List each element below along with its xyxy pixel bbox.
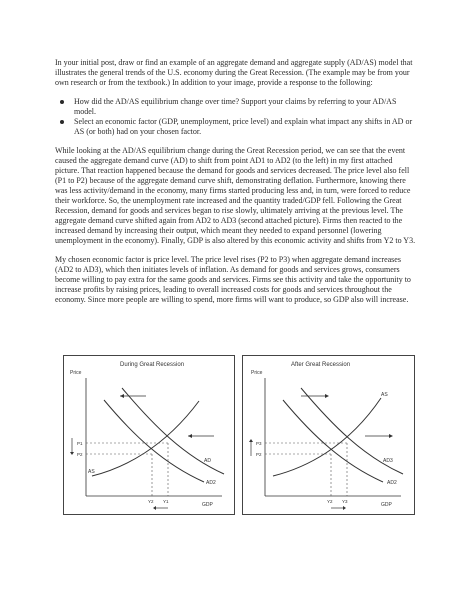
graph-title: After Great Recession bbox=[291, 362, 351, 368]
y1-label: Y1 bbox=[163, 499, 169, 504]
ad2-label: AD2 bbox=[387, 480, 397, 486]
arrow-head-icon bbox=[120, 394, 124, 398]
document-body bbox=[55, 58, 417, 314]
p3-label: P3 bbox=[256, 441, 262, 446]
ad3-label: AD3 bbox=[383, 458, 393, 464]
ad2-curve bbox=[104, 400, 204, 482]
x-axis-label: GDP bbox=[202, 502, 213, 508]
graph-svg bbox=[64, 356, 234, 514]
question-item bbox=[55, 97, 417, 117]
y2-label: Y2 bbox=[148, 499, 154, 504]
y2-label: Y2 bbox=[327, 499, 333, 504]
arrow-head-icon bbox=[343, 506, 346, 510]
y-axis-label: Price bbox=[70, 370, 82, 376]
arrow-head-icon bbox=[325, 394, 329, 398]
ad1-label: AD bbox=[204, 458, 211, 464]
arrow-head-icon bbox=[389, 434, 393, 438]
as-label: AS bbox=[88, 469, 95, 475]
arrow-head-icon bbox=[188, 434, 192, 438]
question-text: Select an economic factor (GDP, unemployment, price level) and explain what impact any shifts in AD or AS (or both) had on your chosen factor. bbox=[74, 117, 413, 136]
ad2-label: AD2 bbox=[206, 480, 216, 486]
intro-paragraph: In your initial post, draw or find an example of an aggregate demand and aggregate supply (AD/AS) model that illustrates the general trends of the U.S. economy during the Great Recession. (The example may be from your own research or from the textbook.) In addition to your image, provide a response to the following: bbox=[55, 58, 413, 87]
ad2-curve bbox=[283, 400, 383, 482]
p2-label: P2 bbox=[77, 452, 83, 457]
graph-svg bbox=[243, 356, 414, 514]
bullet-icon bbox=[60, 120, 64, 124]
p2-label: P2 bbox=[256, 452, 262, 457]
as-curve bbox=[273, 398, 381, 476]
question-text: How did the AD/AS equilibrium change over time? Support your claims by referring to your AD/AS model. bbox=[74, 97, 397, 116]
y3-label: Y3 bbox=[342, 499, 348, 504]
arrow-head-icon bbox=[249, 439, 253, 442]
question-list bbox=[55, 97, 417, 137]
response-paragraph-2: My chosen economic factor is price level. The price level rises (P2 to P3) when aggregate demand increases (AD2 to AD3), which then initiates levels of inflation. As demand for goods and services grows, consumers become willing to pay extra for the same goods and services. Firms see this activity and take the opportunity to increase profits by raising prices, leading to overall increased costs for goods and services throughout the economy. Since more people are willing to spend, more firms will want to produce, so GDP also will increase. bbox=[55, 255, 411, 304]
as-label: AS bbox=[381, 392, 388, 398]
x-axis-label: GDP bbox=[381, 502, 392, 508]
arrow-head-icon bbox=[70, 452, 74, 455]
arrow-head-icon bbox=[153, 506, 156, 510]
graph-title: During Great Recession bbox=[120, 362, 185, 368]
ad-as-graph-during-recession bbox=[63, 355, 235, 515]
p1-label: P1 bbox=[77, 441, 83, 446]
question-item bbox=[55, 117, 417, 137]
bullet-icon bbox=[60, 100, 64, 104]
as-curve bbox=[92, 401, 199, 476]
ad-as-graph-after-recession bbox=[242, 355, 415, 515]
y-axis-label: Price bbox=[251, 370, 263, 376]
response-paragraph-1: While looking at the AD/AS equilibrium change during the Great Recession period, we can see that the event caused the aggregate demand curve (AD) to shift from point AD1 to AD2 (to the left) in my first attached picture. That reaction happened because the demand for goods and services decreased. The price level also fell (P1 to P2) because of the aggregate demand curve shift, demonstrating deflation. Furthermore, knowing there was less activity/demand in the economy, many firms started producing less and, in turn, were forced to reduce their workforce. So, the unemployment rate increased and the quantity traded/GDP fell. Following the Great Recession, demand for goods and services began to rise slowly, ultimately arriving at the previous level. The aggregate demand curve shifted again from AD2 to AD3 (second attached picture). Firms then reacted to the increased demand by increasing their output, which meant they needed to expand personnel (lowering unemployment in the economy). Finally, GDP is also altered by this economic activity and shifts from Y2 to Y3. bbox=[55, 146, 416, 245]
